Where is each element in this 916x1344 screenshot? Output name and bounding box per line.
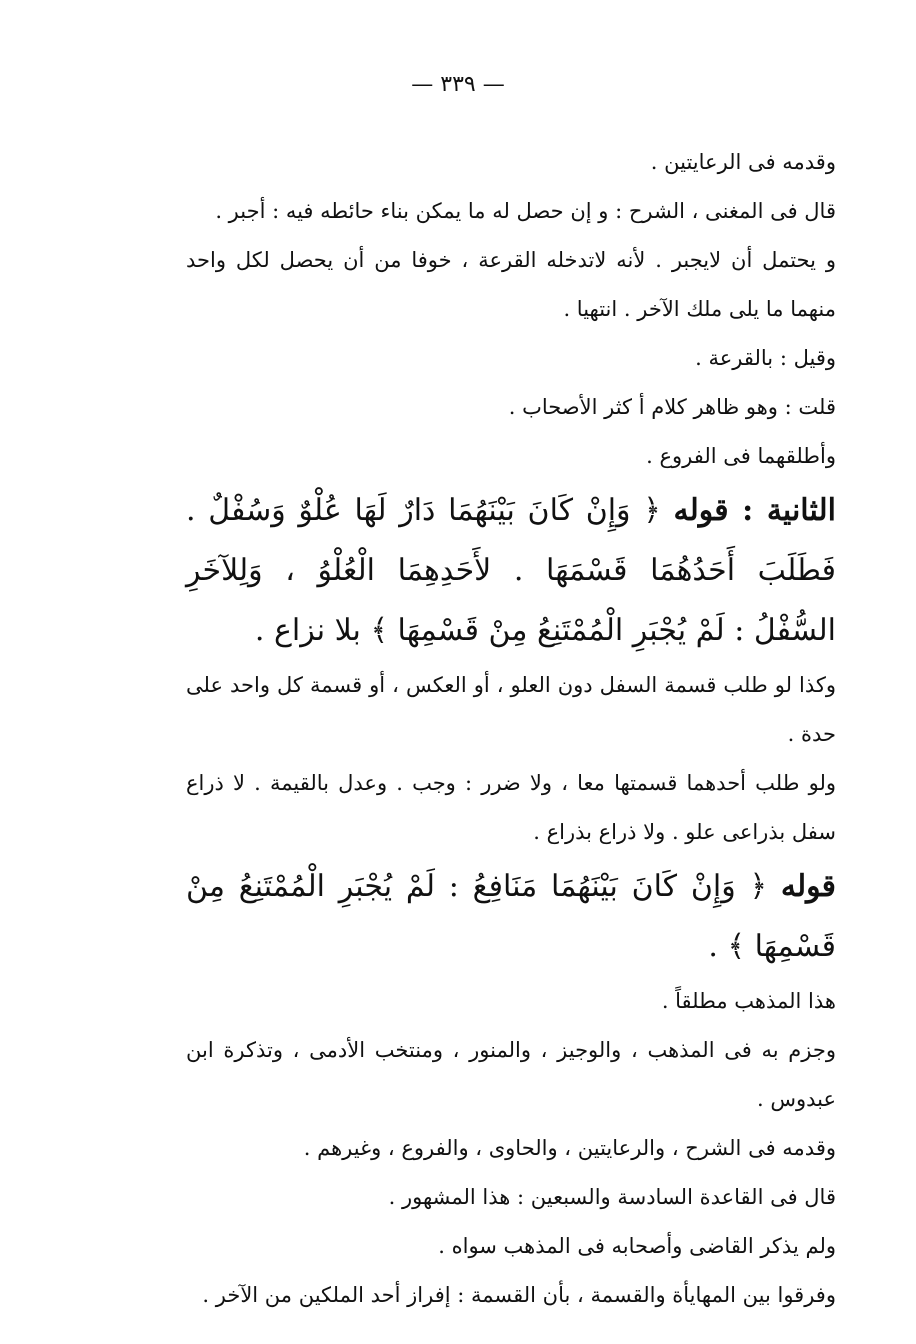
- matn-section-second: [186, 481, 836, 661]
- page-number: — ٣٣٩ —: [411, 72, 505, 97]
- section-tail: بلا نزاع .: [254, 613, 361, 648]
- paragraph: قلت : وهو ظاهر كلام أ كثر الأصحاب .: [508, 395, 836, 419]
- section-lead: الثانية : قوله: [673, 493, 836, 528]
- paragraph: قال فى المغنى ، الشرح : و إن حصل له ما يمكن بناء حائطه فيه : أجبر .: [215, 199, 836, 223]
- quoted-text: ﴿ وَإِنْ كَانَ بَيْنَهُمَا مَنَافِعُ : لَمْ يُجْبَرِ الْمُمْتَنِعُ مِنْ قَسْمِهَا ﴾: [186, 869, 836, 964]
- quoted-text: ﴿ وَإِنْ كَانَ بَيْنَهُمَا دَارٌ لَهَا عُلْوٌ وَسُفْلٌ . فَطَلَبَ أَحَدُهُمَا قَسْمَهَا . لأَحَدِهِمَا الْعُلْوُ ، وَلِلآخَرِ السُّفْلُ : لَمْ يُجْبَرِ الْمُمْتَنِعُ مِنْ قَسْمِهَا ﴾: [186, 493, 836, 648]
- paragraph: وفرقوا بين المهايأة والقسمة ، بأن القسمة : إفراز أحد الملكين من الآخر .: [202, 1283, 836, 1307]
- page-body: [186, 138, 836, 1320]
- paragraph: قال فى القاعدة السادسة والسبعين : هذا المشهور .: [388, 1185, 836, 1209]
- paragraph: وجزم به فى المذهب ، والوجيز ، والمنور ، ومنتخب الأدمى ، وتذكرة ابن عبدوس .: [186, 1038, 836, 1111]
- section-tail: .: [708, 929, 718, 964]
- paragraph: وقدمه فى الشرح ، والرعايتين ، والحاوى ، والفروع ، وغيرهم .: [303, 1136, 836, 1160]
- paragraph: ولو طلب أحدهما قسمتها معا ، ولا ضرر : وجب . وعدل بالقيمة . لا ذراع سفل بذراعى علو . ولا ذراع بذراع .: [186, 771, 836, 844]
- paragraph: هذا المذهب مطلقاً .: [661, 989, 836, 1013]
- paragraph: وأطلقهما فى الفروع .: [646, 444, 836, 468]
- section-lead: قوله: [780, 869, 836, 904]
- paragraph: وقدمه فى الرعايتين .: [650, 150, 836, 174]
- paragraph: وقيل : بالقرعة .: [695, 346, 836, 370]
- matn-section-third: [186, 857, 836, 977]
- paragraph: و يحتمل أن لايجبر . لأنه لاتدخله القرعة ، خوفا من أن يحصل لكل واحد منهما ما يلى ملك الآخر . انتهيا .: [186, 248, 836, 321]
- paragraph: ولم يذكر القاضى وأصحابه فى المذهب سواه .: [438, 1234, 836, 1258]
- paragraph: وكذا لو طلب قسمة السفل دون العلو ، أو العكس ، أو قسمة كل واحد على حدة .: [186, 673, 836, 746]
